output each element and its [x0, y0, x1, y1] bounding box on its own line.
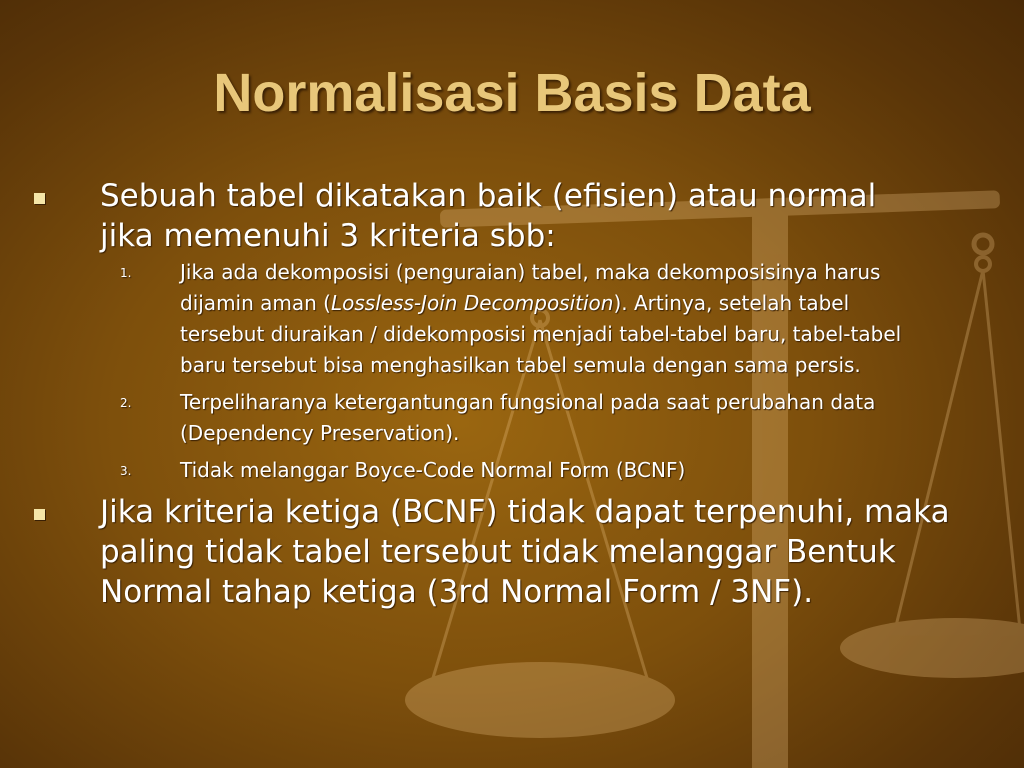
criteria-item	[30, 455, 990, 486]
square-bullet-icon	[34, 509, 45, 520]
square-bullet-icon	[34, 193, 45, 204]
bullet-item	[30, 176, 900, 256]
criteria-number: 3.	[120, 464, 132, 478]
slide-content	[30, 176, 990, 612]
criteria-italic-term: Lossless-Join Decomposition	[330, 291, 614, 315]
criteria-item	[30, 257, 990, 381]
bullet-text: Sebuah tabel dikatakan baik (efisien) atau normal jika memenuhi 3 kriteria sbb:	[100, 178, 877, 254]
criteria-number: 2.	[120, 396, 132, 410]
criteria-text: Jika ada dekomposisi (penguraian) tabel, maka dekomposisinya harus dijamin aman (Lossless-Join Decomposition). Artinya, setelah tabel tersebut diuraikan / didekomposisi menjadi tabel-tabel baru, tabel-tabel baru tersebut bisa menghasilkan tabel semula dengan sama persis.	[180, 260, 902, 377]
criteria-text: Terpeliharanya ketergantungan fungsional pada saat perubahan data (Dependency Preservation).	[180, 390, 876, 445]
bullet-text: Jika kriteria ketiga (BCNF) tidak dapat terpenuhi, maka paling tidak tabel tersebut tidak melanggar Bentuk Normal tahap ketiga (3rd Normal Form / 3NF).	[100, 494, 950, 610]
criteria-text: Tidak melanggar Boyce-Code Normal Form (BCNF)	[180, 458, 686, 482]
criteria-number: 1.	[120, 266, 132, 280]
bullet-item	[30, 492, 980, 612]
criteria-list	[30, 257, 990, 486]
slide-title: Normalisasi Basis Data	[213, 63, 811, 123]
criteria-item	[30, 387, 990, 449]
